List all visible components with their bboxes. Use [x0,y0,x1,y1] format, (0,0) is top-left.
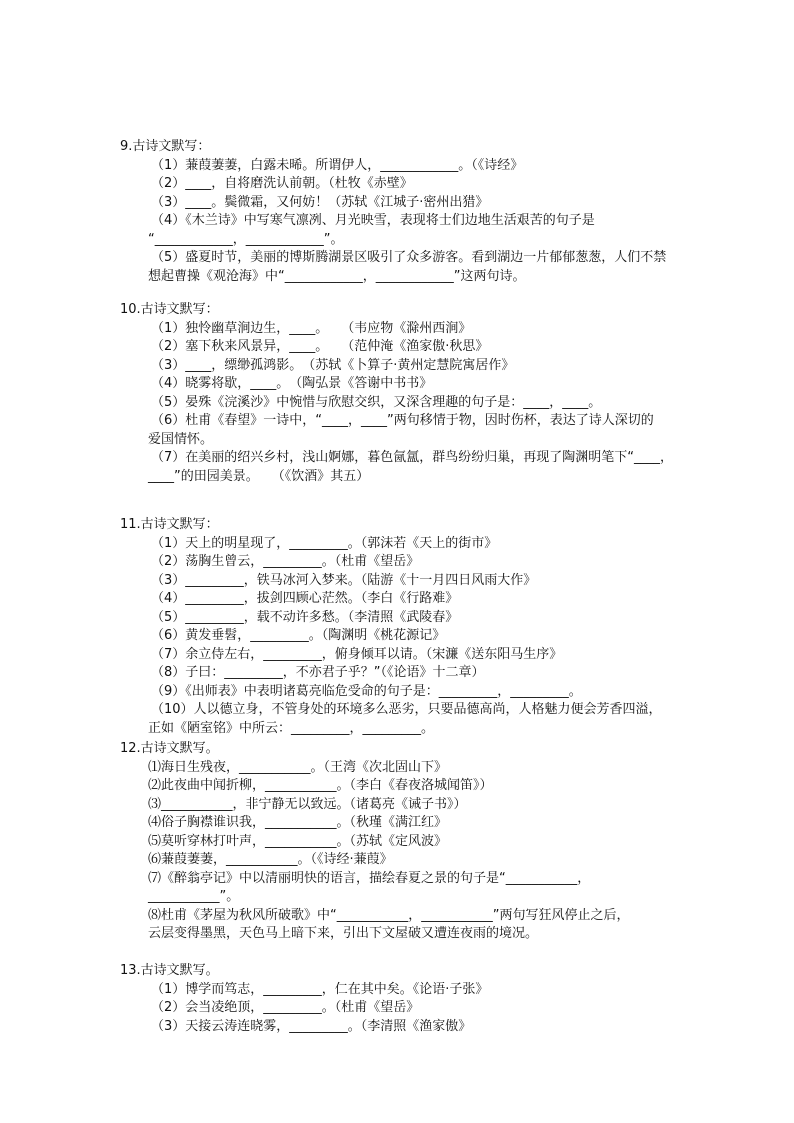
question-line: （1）博学而笃志，_________，仁在其中矣。《论语·子张》 [151,981,489,997]
question-line: ⑷俗子胸襟谁识我，___________。（秋瑾《满江红》 [148,815,448,830]
question-line: ⑶___________，非宁静无以致远。（诸葛亮《诫子书》） [148,796,467,812]
question-line: （6）黄发垂髫，_________。（陶渊明《桃花源记》 [151,628,446,643]
question-title: 13.古诗文默写。 [120,963,219,978]
question-line: （2）塞下秋来风景异，____。 （范仲淹《渔家傲·秋思》 [151,339,489,354]
question-line: （5）_________，载不动许多愁。（李清照《武陵春》 [151,609,459,625]
question-line: ⑹蒹葭萋萋，___________。（《诗经·蒹葭》 [148,852,393,867]
question-line: （3）天接云涛连晓雾，_________。（李清照《渔家傲》 [151,1018,472,1034]
question-title: 12.古诗文默写。 [120,741,219,756]
question-line: ⑵此夜曲中闻折柳，___________。（李白《春夜洛城闻笛》） [148,778,493,793]
question-line: （10）人以德立身，不管身处的环境多么恶劣，只要品德高尚，人格魅力便会芳香四溢， [151,702,662,717]
question-line-continued: 爱国情怀。 [148,431,214,447]
question-11 [120,516,720,738]
question-line: （9）《出师表》中表明诸葛亮临危受命的句子是：_________，_________。 [151,683,582,699]
question-line: （1）天上的明星现了，_________。（郭沫若《天上的街市》 [151,535,498,551]
question-line: （3）____，缥缈孤鸿影。 （苏轼《卜算子·黄州定慧院寓居作》 [151,357,515,373]
question-line: （4）《木兰诗》中写寒气凛冽、月光映雪，表现将士们边地生活艰苦的句子是 [151,213,595,228]
question-title: 11.古诗文默写： [120,517,219,532]
question-line-continued: “____________，____________”。 [148,231,344,247]
question-line: （6）杜甫《春望》一诗中，“____，____”两句移情于物，因时伤杯，表达了诗人深切的 [151,413,654,428]
question-12 [120,740,720,944]
question-line: （5）晏殊《浣溪沙》中惋惜与欣慰交织，又深含理趣的句子是：____，____。 [151,394,602,410]
question-line: （3）_________，铁马冰河入梦来。（陆游《十一月四日风雨大作》 [151,572,537,588]
question-line: ⑺《醉翁亭记》中以清丽明快的语言，描绘春夏之景的句子是“___________， [148,870,591,886]
question-9 [120,138,720,286]
question-line: ⑴海日生残夜，___________。（王湾《次北固山下》 [148,759,448,775]
question-line: （2）____，自将磨洗认前朝。（杜牧《赤壁》 [151,176,413,191]
question-13 [120,962,720,1036]
question-line-continued: 云层变得墨黑，天色马上暗下来，引出下文屋破又遭连夜雨的境况。 [148,926,539,941]
question-title: 9.古诗文默写： [120,139,211,154]
question-line: （3）____。鬓微霜，又何妨！（苏轼《江城子·密州出猎》 [151,194,489,210]
question-line: ⑻杜甫《茅屋为秋风所破歌》中“___________，___________”两句写狂风停止之后， [148,907,630,923]
question-line: （1）独怜幽草涧边生，____。 （韦应物《滁州西涧》 [151,320,472,336]
question-line: （7）在美丽的绍兴乡村，浅山婀娜，暮色氤氲，群鸟纷纷归巢，再现了陶渊明笔下“____， [151,450,674,465]
question-10 [120,301,720,486]
question-line: （2）会当凌绝顶，_________。（杜甫《望岳》 [151,1000,420,1015]
question-line: （5）盛夏时节，美丽的博斯腾湖景区吸引了众多游客。看到湖边一片郁郁葱葱，人们不禁 [151,250,667,265]
question-line-continued: ___________”。 [148,889,240,904]
question-line: ⑸莫听穿林打叶声，___________。（苏轼《定风波》 [148,833,448,849]
question-line-continued: 正如《陋室铭》中所云：_________，_________。 [148,720,435,736]
question-line: （2）荡胸生曾云，_________。（杜甫《望岳》 [151,554,420,569]
question-line-continued: ____”的田园美景。 （《饮酒》其五） [148,468,370,484]
question-line: （7）余立侍左右，_________，俯身倾耳以请。（宋濂《送东阳马生序》 [151,646,563,662]
question-line: （4）晓雾将歇，____。 （陶弘景《答谢中书书》 [151,376,433,391]
question-line: （8）子曰：_________，不亦君子乎？”（《论语》十二章） [151,665,485,680]
question-title: 10.古诗文默写： [120,302,219,317]
question-line-continued: 想起曹操《观沧海》中“____________，____________”这两句诗。 [148,268,526,284]
question-line: （4）_________，拔剑四顾心茫然。（李白《行路难》 [151,591,459,606]
question-line: （1）蒹葭萋萋，白露未晞。所谓伊人，____________。（《诗经》 [151,157,524,173]
